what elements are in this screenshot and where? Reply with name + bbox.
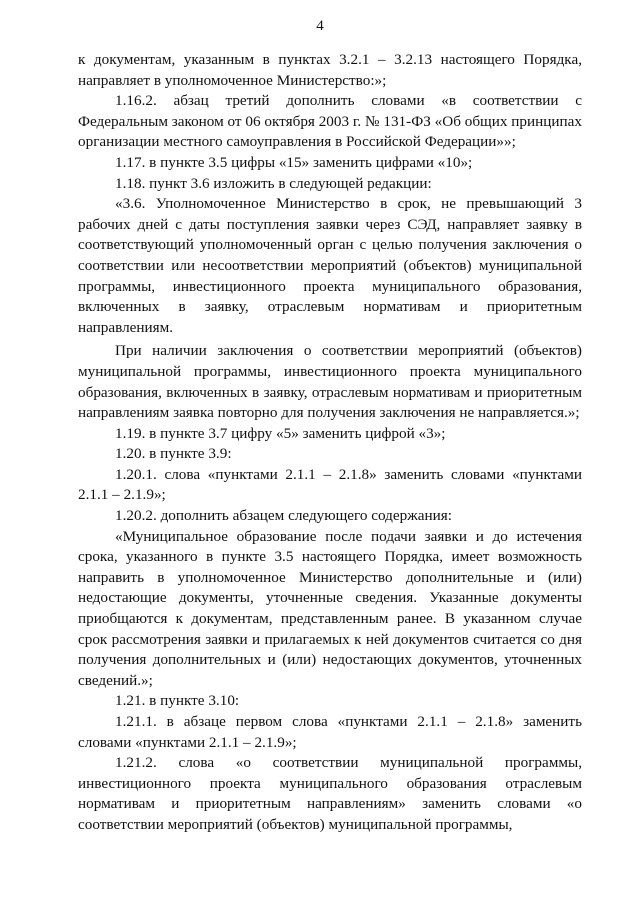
paragraph-1-16-2: 1.16.2. абзац третий дополнить словами «в соответствии с Федеральным законом от 06 октября 2003 г. № 131-ФЗ «Об общих принципах организации местного самоуправления в Российской Федерации»»; bbox=[78, 92, 582, 151]
document-body bbox=[78, 50, 582, 836]
paragraph-1-21: 1.21. в пункте 3.10: bbox=[115, 692, 240, 710]
paragraph-3-6-quote: «3.6. Уполномоченное Министерство в срок, не превышающий 3 рабочих дней с даты поступления заявки через СЭД, направляет заявку в соответствующий уполномоченный орган с целью получения заключения о соответствии или несоответствии мероприятий (объектов) муниципальной программы, инвестиционного проекта муниципального образования, включенных в заявку, отраслевым нормативам и приоритетным направлениям. bbox=[78, 195, 582, 336]
paragraph-1-20-2: 1.20.2. дополнить абзацем следующего содержания: bbox=[115, 507, 452, 525]
paragraph-1-20: 1.20. в пункте 3.9: bbox=[115, 445, 232, 463]
paragraph-conclusion: При наличии заключения о соответствии мероприятий (объектов) муниципальной программы, инвестиционного проекта муниципального образования, включенных в заявку, отраслевым нормативам и приоритетным направлениям заявка повторно для получения заключения не направляется.»; bbox=[78, 342, 582, 422]
paragraph-1-21-1: 1.21.1. в абзаце первом слова «пунктами 2.1.1 – 2.1.8» заменить словами «пунктами 2.1.1 – 2.1.9»; bbox=[78, 713, 582, 751]
paragraph-municipal-quote: «Муниципальное образование после подачи заявки и до истечения срока, указанного в пункте 3.5 настоящего Порядка, имеет возможность направить в уполномоченное Министерство дополнительные и (или) недостающие документы, уточненные сведения. Указанные документы приобщаются к документам, представленным ранее. В указанном случае срок рассмотрения заявки и прилагаемых к ней документов считается со дня получения дополнительных и (или) недостающих документов, уточненных сведений.»; bbox=[78, 527, 582, 689]
paragraph-1-21-2: 1.21.2. слова «о соответствии муниципальной программы, инвестиционного проекта муниципального образования отраслевым нормативам и приоритетным направлениям» заменить словами «о соответствии мероприятий (объектов) муниципальной программы, bbox=[78, 754, 582, 833]
paragraph-1-17: 1.17. в пункте 3.5 цифры «15» заменить цифрами «10»; bbox=[115, 153, 473, 171]
page-number: 4 bbox=[316, 18, 324, 34]
paragraph-1-19: 1.19. в пункте 3.7 цифру «5» заменить цифрой «3»; bbox=[115, 424, 446, 442]
paragraph-1-18: 1.18. пункт 3.6 изложить в следующей редакции: bbox=[115, 174, 432, 192]
paragraph-1-20-1: 1.20.1. слова «пунктами 2.1.1 – 2.1.8» заменить словами «пунктами 2.1.1 – 2.1.9»; bbox=[78, 465, 582, 504]
paragraph-continuation: к документам, указанным в пунктах 3.2.1 – 3.2.13 настоящего Порядка, направляет в уполномоченное Министерство:»; bbox=[78, 51, 582, 89]
